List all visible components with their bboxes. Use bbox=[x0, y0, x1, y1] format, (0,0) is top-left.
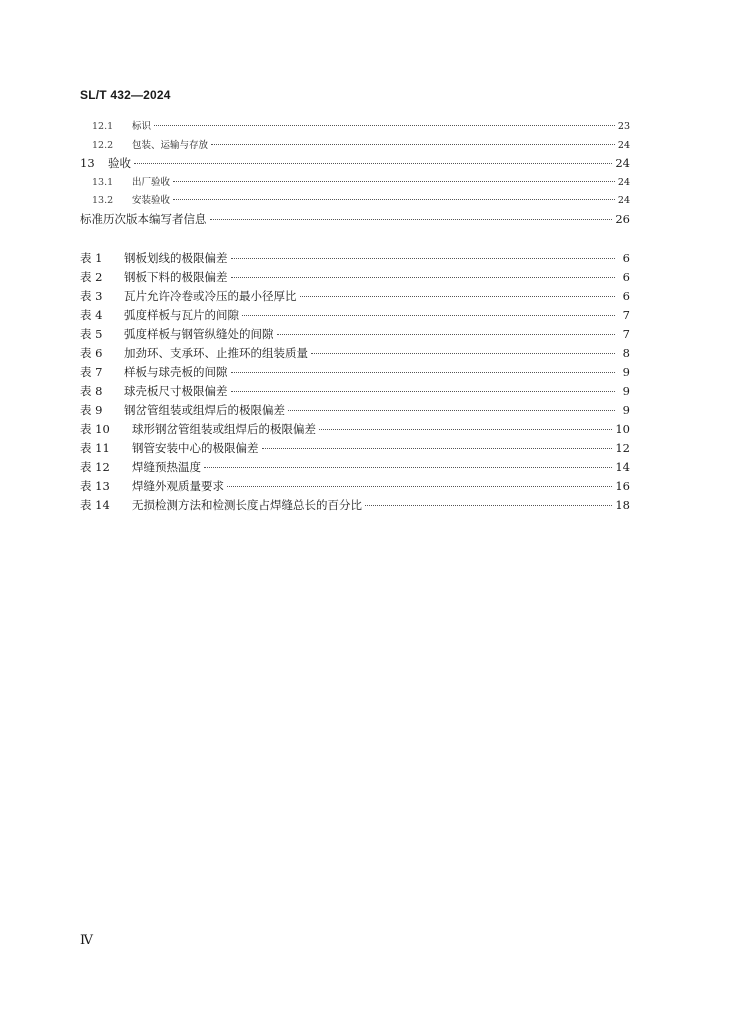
table-page: 9 bbox=[622, 365, 630, 379]
toc-table-entry[interactable] bbox=[80, 326, 630, 345]
toc-entry-page: 23 bbox=[617, 121, 630, 132]
table-number: 表 7 bbox=[80, 365, 103, 379]
toc-entry-label: 标识 bbox=[132, 121, 152, 132]
table-number: 表 9 bbox=[80, 403, 103, 417]
toc-dot-leader bbox=[277, 334, 616, 335]
toc-table-entry[interactable] bbox=[80, 288, 630, 307]
table-page: 8 bbox=[622, 346, 630, 360]
toc-dot-leader bbox=[173, 199, 615, 200]
toc-dot-leader bbox=[231, 372, 616, 373]
toc-dot-leader bbox=[154, 125, 615, 126]
table-number: 表 10 bbox=[80, 422, 110, 436]
toc-entry-page: 24 bbox=[617, 139, 630, 151]
table-page: 7 bbox=[622, 308, 630, 322]
toc-table-entry[interactable] bbox=[80, 269, 630, 288]
table-page: 7 bbox=[622, 327, 630, 341]
table-number: 表 5 bbox=[80, 327, 103, 341]
toc-entry-page: 24 bbox=[617, 176, 630, 188]
toc-entry-label: 安装验收 bbox=[132, 195, 171, 206]
toc-dot-leader bbox=[231, 277, 616, 278]
toc-dot-leader bbox=[242, 315, 615, 316]
toc-entry-label: 出厂验收 bbox=[132, 176, 171, 188]
toc-table-entry[interactable] bbox=[80, 364, 630, 383]
toc-dot-leader bbox=[134, 163, 612, 164]
toc-dot-leader bbox=[319, 429, 612, 430]
toc-entry-number: 12.2 bbox=[92, 139, 114, 151]
toc-dot-leader bbox=[300, 296, 616, 297]
table-title: 无损检测方法和检测长度占焊缝总长的百分比 bbox=[132, 498, 362, 512]
toc-entry[interactable] bbox=[80, 192, 630, 211]
toc-dot-leader bbox=[173, 181, 615, 182]
table-number: 表 4 bbox=[80, 308, 103, 322]
table-number: 表 6 bbox=[80, 346, 103, 360]
table-page: 12 bbox=[615, 441, 630, 455]
toc-dot-leader bbox=[288, 410, 615, 411]
table-title: 加劲环、支承环、止推环的组装质量 bbox=[124, 346, 308, 360]
document-code-header: SL/T 432—2024 bbox=[80, 88, 171, 102]
table-title: 钢管安装中心的极限偏差 bbox=[132, 441, 259, 455]
toc-table-entry[interactable] bbox=[80, 250, 630, 269]
table-title: 球形钢岔管组装或组焊后的极限偏差 bbox=[132, 422, 316, 436]
toc-entry-page: 24 bbox=[617, 195, 630, 206]
toc-entry-page: 24 bbox=[615, 156, 630, 170]
toc-table-entry[interactable] bbox=[80, 478, 630, 497]
toc-dot-leader bbox=[227, 486, 612, 487]
toc-entry-label: 验收 bbox=[108, 156, 131, 170]
toc-dot-leader bbox=[365, 505, 612, 506]
toc-table-entry[interactable] bbox=[80, 307, 630, 326]
toc-table-entry[interactable] bbox=[80, 345, 630, 364]
toc-entry[interactable] bbox=[80, 155, 630, 174]
table-number: 表 1 bbox=[80, 251, 103, 265]
table-title: 弧度样板与钢管纵缝处的间隙 bbox=[124, 327, 274, 341]
table-number: 表 13 bbox=[80, 479, 110, 493]
toc-table-entry[interactable] bbox=[80, 383, 630, 402]
toc-table-entry[interactable] bbox=[80, 497, 630, 516]
toc-dot-leader bbox=[231, 258, 616, 259]
table-page: 10 bbox=[615, 422, 630, 436]
toc-dot-leader bbox=[231, 391, 616, 392]
table-title: 焊缝预热温度 bbox=[132, 460, 201, 474]
toc-table-entry[interactable] bbox=[80, 440, 630, 459]
page-number: Ⅳ bbox=[80, 933, 93, 948]
toc-main-list bbox=[80, 118, 630, 229]
toc-tables-list bbox=[80, 250, 630, 516]
table-title: 钢板划线的极限偏差 bbox=[124, 251, 228, 265]
toc-entry-number: 13.1 bbox=[92, 176, 114, 188]
table-number: 表 11 bbox=[80, 441, 110, 455]
toc-table-entry[interactable] bbox=[80, 421, 630, 440]
table-page: 18 bbox=[615, 498, 630, 512]
table-page: 6 bbox=[622, 289, 630, 303]
toc-dot-leader bbox=[204, 467, 612, 468]
table-page: 14 bbox=[615, 460, 630, 474]
toc-entry-number: 12.1 bbox=[92, 121, 114, 132]
toc-table-entry[interactable] bbox=[80, 402, 630, 421]
table-number: 表 3 bbox=[80, 289, 103, 303]
table-number: 表 8 bbox=[80, 384, 103, 398]
toc-entry[interactable] bbox=[80, 211, 630, 230]
table-page: 9 bbox=[622, 384, 630, 398]
table-page: 6 bbox=[622, 251, 630, 265]
table-title: 弧度样板与瓦片的间隙 bbox=[124, 308, 239, 322]
toc-dot-leader bbox=[210, 219, 613, 220]
toc-entry-number: 13.2 bbox=[92, 195, 114, 206]
table-number: 表 2 bbox=[80, 270, 103, 284]
toc-entry-page: 26 bbox=[615, 211, 630, 226]
table-number: 表 12 bbox=[80, 460, 110, 474]
toc-entry-number: 13 bbox=[80, 156, 95, 170]
toc-dot-leader bbox=[211, 144, 615, 145]
table-title: 球壳板尺寸极限偏差 bbox=[124, 384, 228, 398]
table-title: 瓦片允许冷卷或冷压的最小径厚比 bbox=[124, 289, 297, 303]
table-title: 钢岔管组装或组焊后的极限偏差 bbox=[124, 403, 285, 417]
toc-dot-leader bbox=[311, 353, 615, 354]
table-title: 样板与球壳板的间隙 bbox=[124, 365, 228, 379]
table-page: 16 bbox=[615, 479, 630, 493]
table-title: 钢板下料的极限偏差 bbox=[124, 270, 228, 284]
table-number: 表 14 bbox=[80, 498, 110, 512]
toc-entry-label: 包装、运输与存放 bbox=[132, 139, 209, 151]
toc-entry-label: 标准历次版本编写者信息 bbox=[80, 211, 207, 226]
table-page: 6 bbox=[622, 270, 630, 284]
toc-entry[interactable] bbox=[80, 137, 630, 156]
toc-dot-leader bbox=[262, 448, 613, 449]
table-title: 焊缝外观质量要求 bbox=[132, 479, 224, 493]
toc-entry[interactable] bbox=[80, 118, 630, 137]
table-page: 9 bbox=[622, 403, 630, 417]
toc-entry[interactable] bbox=[80, 174, 630, 193]
toc-table-entry[interactable] bbox=[80, 459, 630, 478]
